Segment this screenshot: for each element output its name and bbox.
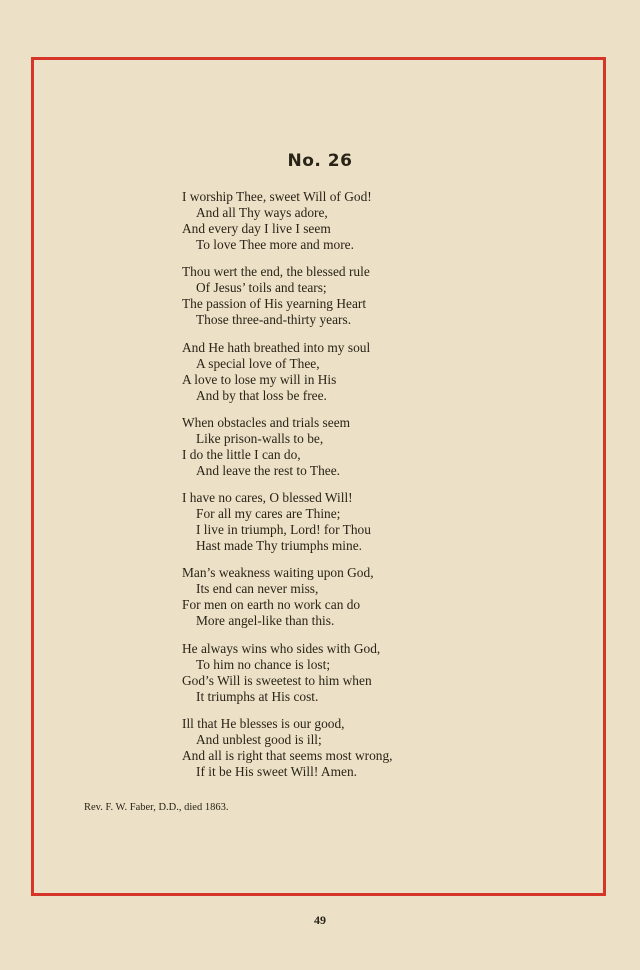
verse-line: And every day I live I seem — [182, 221, 331, 236]
verse-line: For men on earth no work can do — [182, 597, 361, 613]
verse-line: God’s Will is sweetest to him when — [182, 672, 372, 688]
verse-line: And all Thy ways adore, — [196, 205, 328, 220]
verse-line: It triumphs at His cost. — [196, 688, 319, 704]
verse-line: And leave the rest to Thee. — [196, 462, 341, 478]
verse-line: Thou wert the end, the blessed rule — [182, 264, 370, 280]
verse-line: For all my cares are Thine; — [196, 506, 341, 522]
hymn-verses — [182, 189, 482, 780]
stanza — [182, 415, 482, 479]
hymn-attribution: Rev. F. W. Faber, D.D., died 1863. — [84, 802, 229, 813]
stanza — [182, 340, 482, 404]
stanza — [182, 641, 482, 705]
verse-line: To him no chance is lost; — [196, 656, 331, 672]
stanza — [182, 565, 482, 629]
verse-line: When obstacles and trials seem — [182, 414, 351, 430]
verse-line: I have no cares, O blessed Will! — [182, 490, 353, 506]
stanza — [182, 189, 482, 253]
verse-line: Hast made Thy triumphs mine. — [196, 538, 362, 554]
verse-line: And unblest good is ill; — [196, 732, 322, 748]
verse-line: The passion of His yearning Heart — [182, 296, 367, 312]
verse-line: I do the little I can do, — [182, 446, 301, 462]
verse-line: I live in triumph, Lord! for Thou — [196, 522, 371, 538]
verse-line: A special love of Thee, — [196, 355, 320, 371]
verse-line: He always wins who sides with God, — [182, 640, 381, 656]
hymn-number: No. 26 — [287, 151, 353, 171]
stanza — [182, 490, 482, 554]
verse-line: Ill that He blesses is our good, — [182, 716, 345, 732]
verse-line: Man’s weakness waiting upon God, — [182, 565, 374, 581]
verse-line: Its end can never miss, — [196, 581, 319, 597]
verse-line: If it be His sweet Will! Amen. — [196, 764, 357, 780]
verse-line: I worship Thee, sweet Will of God! — [182, 189, 372, 204]
verse-line: And all is right that seems most wrong, — [182, 748, 393, 764]
verse-line: To love Thee more and more. — [196, 237, 354, 252]
verse-line: And by that loss be free. — [196, 387, 327, 403]
verse-line: More angel-like than this. — [196, 613, 335, 629]
stanza — [182, 264, 482, 328]
verse-line: And He hath breathed into my soul — [182, 339, 371, 355]
verse-line: A love to lose my will in His — [182, 371, 337, 387]
verse-line: Like prison-walls to be, — [196, 430, 324, 446]
verse-line: Those three-and-thirty years. — [196, 312, 352, 328]
stanza — [182, 716, 482, 780]
verse-line: Of Jesus’ toils and tears; — [196, 280, 327, 296]
page-number: 49 — [314, 913, 326, 927]
